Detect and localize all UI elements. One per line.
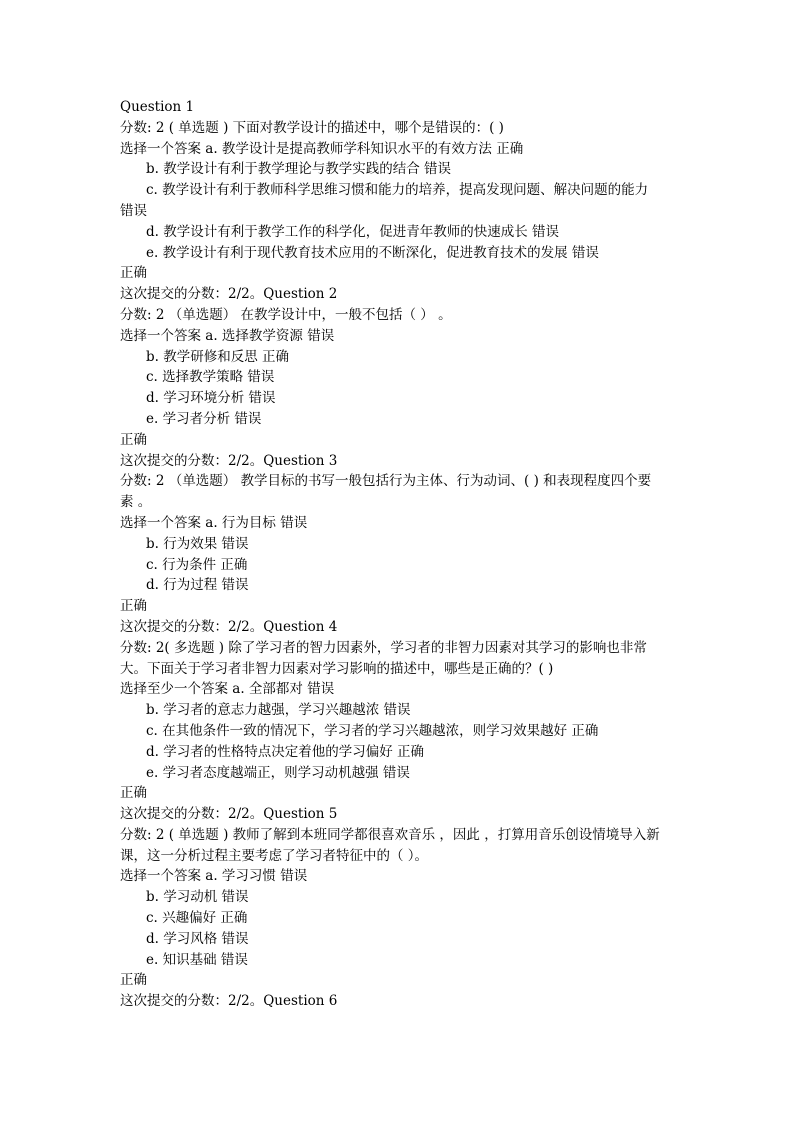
answer-option-line: d. 学习风格 错误 — [146, 930, 249, 947]
document-body — [120, 97, 690, 1012]
document-line: 正确 — [120, 785, 147, 802]
answer-option-line: e. 学习者态度越端正，则学习动机越强 错误 — [146, 764, 410, 781]
answer-option-line: d. 学习环境分析 错误 — [146, 390, 276, 407]
answer-option-line: c. 选择教学策略 错误 — [146, 369, 275, 386]
document-line: 错误 — [120, 202, 147, 219]
answer-option-line: c. 行为条件 正确 — [146, 556, 248, 573]
document-line: 正确 — [120, 431, 147, 448]
answer-option-line: b. 行为效果 错误 — [146, 535, 249, 552]
document-line: 这次提交的分数：2/2。Question 2 — [120, 286, 338, 303]
document-line: 素 。 — [120, 494, 152, 511]
document-line: 大。下面关于学习者非智力因素对学习影响的描述中，哪些是正确的？( ) — [120, 660, 554, 677]
document-line: 这次提交的分数：2/2。Question 3 — [120, 452, 338, 469]
document-line: 课，这一分析过程主要考虑了学习者特征中的（ ）。 — [120, 847, 429, 864]
answer-option-line: e. 学习者分析 错误 — [146, 410, 262, 427]
document-line: 分数: 2 ( 单选题 ) 教师了解到本班同学都很喜欢音乐 ，因此 ，打算用音乐创设情境导入新 — [120, 826, 660, 843]
document-line: 这次提交的分数：2/2。Question 5 — [120, 806, 338, 823]
answer-option-line: b. 教学研修和反思 正确 — [146, 348, 290, 365]
answer-option-line: d. 教学设计有利于教学工作的科学化，促进青年教师的快速成长 错误 — [146, 223, 560, 240]
answer-option-line: c. 在其他条件一致的情况下，学习者的学习兴趣越浓，则学习效果越好 正确 — [146, 722, 599, 739]
answer-option-line: d. 行为过程 错误 — [146, 577, 249, 594]
answer-option-line: b. 教学设计有利于教学理论与教学实践的结合 错误 — [146, 161, 452, 178]
document-line: 选择一个答案 a. 学习习惯 错误 — [120, 868, 308, 885]
document-line: 分数: 2 （单选题） 在教学设计中，一般不包括（ ） 。 — [120, 306, 452, 323]
document-line: 正确 — [120, 598, 147, 615]
answer-option-line: e. 知识基础 错误 — [146, 951, 248, 968]
answer-option-line: d. 学习者的性格特点决定着他的学习偏好 正确 — [146, 743, 425, 760]
document-line: 正确 — [120, 265, 147, 282]
document-line: Question 1 — [120, 99, 195, 115]
document-line: 分数: 2( 多选题 ) 除了学习者的智力因素外，学习者的非智力因素对其学习的影响也非常 — [120, 639, 647, 656]
document-line: 分数: 2 （单选题） 教学目标的书写一般包括行为主体、行为动词、( ) 和表现程度四个要 — [120, 473, 652, 490]
answer-option-line: b. 学习动机 错误 — [146, 889, 249, 906]
document-line: 这次提交的分数：2/2。Question 4 — [120, 618, 338, 635]
answer-option-line: c. 教学设计有利于教师科学思维习惯和能力的培养，提高发现问题、解决问题的能力 — [146, 182, 649, 199]
answer-option-line: c. 兴趣偏好 正确 — [146, 910, 248, 927]
document-line: 选择一个答案 a. 选择教学资源 错误 — [120, 327, 335, 344]
document-line: 这次提交的分数：2/2。Question 6 — [120, 993, 338, 1010]
document-line: 分数: 2 ( 单选题 ) 下面对教学设计的描述中，哪个是错误的：( ) — [120, 119, 504, 136]
answer-option-line: b. 学习者的意志力越强，学习兴趣越浓 错误 — [146, 702, 411, 719]
document-line: 选择一个答案 a. 行为目标 错误 — [120, 514, 308, 531]
document-line: 选择一个答案 a. 教学设计是提高教师学科知识水平的有效方法 正确 — [120, 140, 524, 157]
document-line: 正确 — [120, 972, 147, 989]
answer-option-line: e. 教学设计有利于现代教育技术应用的不断深化，促进教育技术的发展 错误 — [146, 244, 599, 261]
document-line: 选择至少一个答案 a. 全部都对 错误 — [120, 681, 335, 698]
